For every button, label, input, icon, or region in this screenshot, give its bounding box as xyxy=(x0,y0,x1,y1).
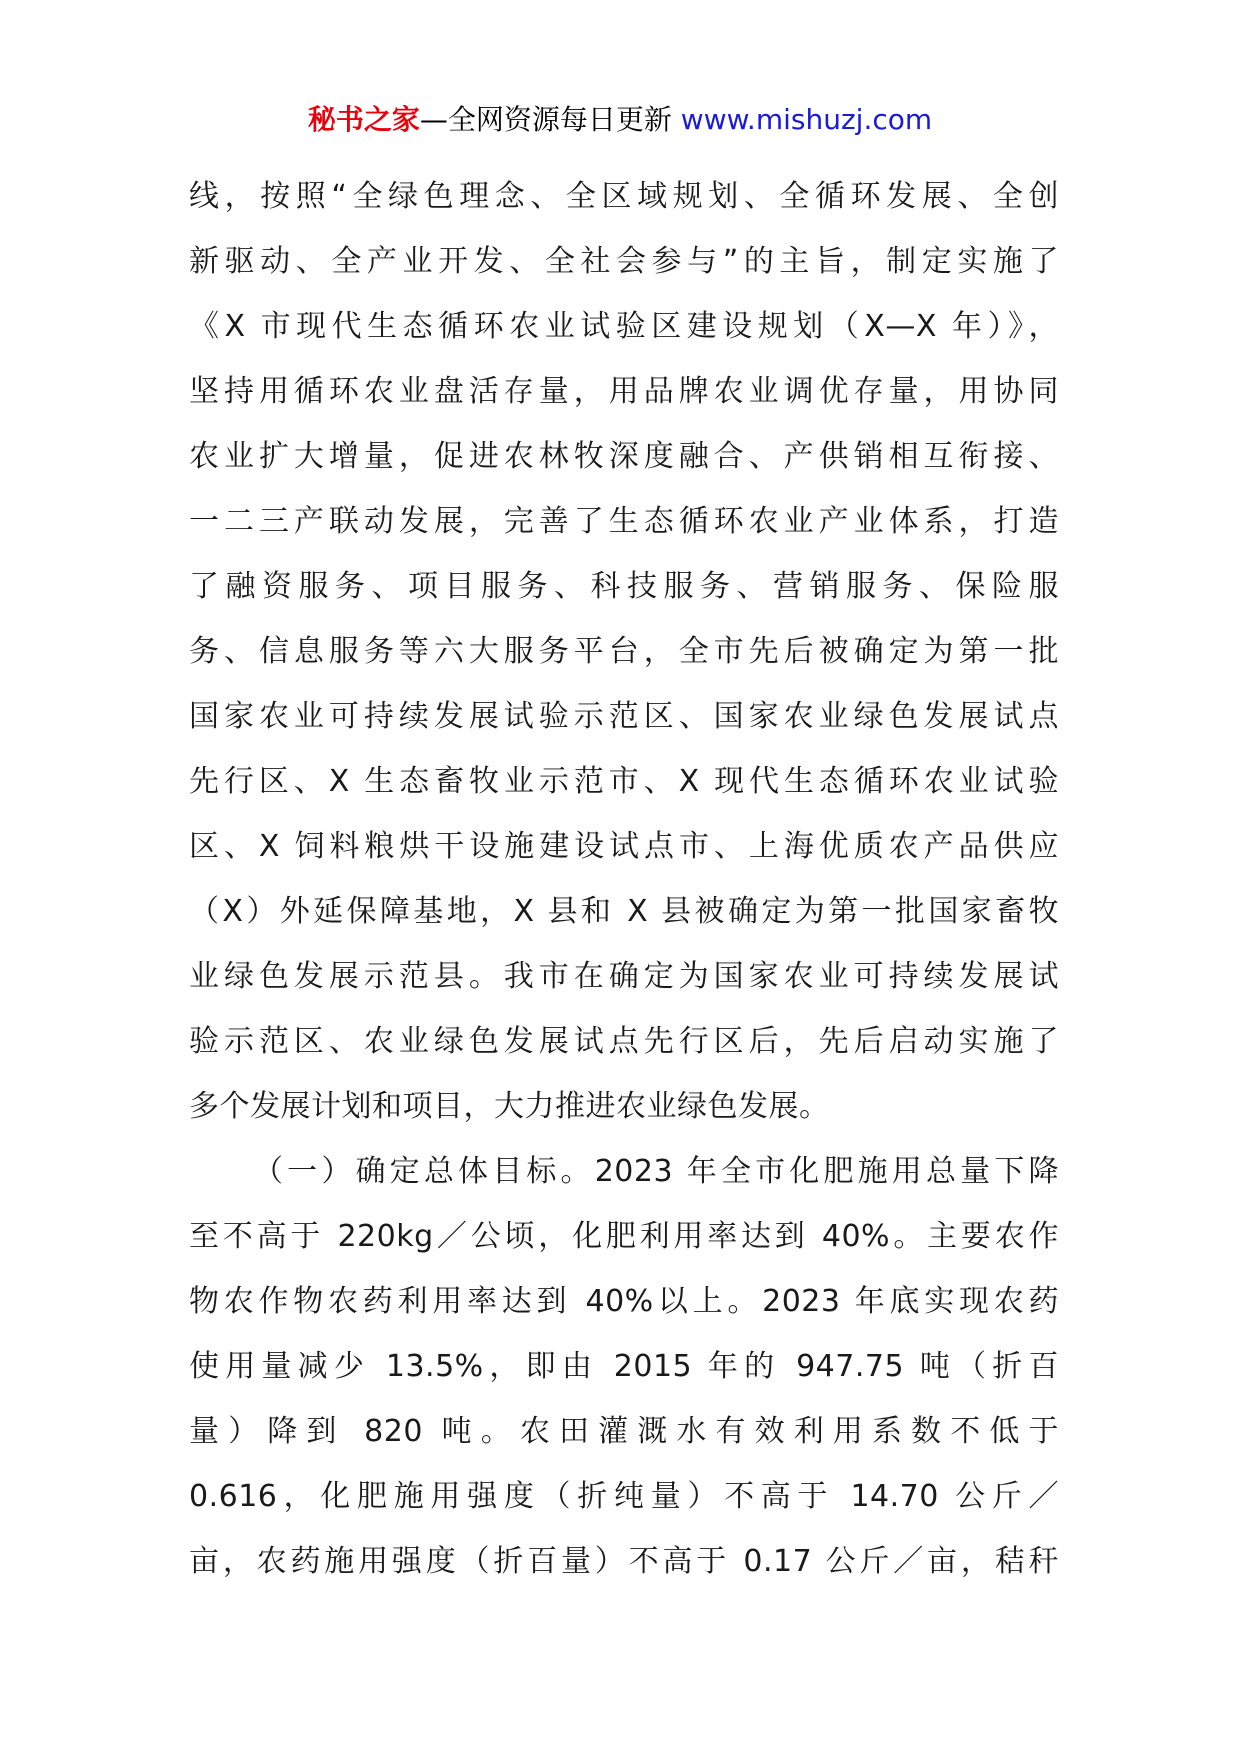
section-heading-line: （一）确定总体目标。2023 年全市化肥施用总量下降 xyxy=(253,1154,1059,1189)
text-line: 国家农业可持续发展试验示范区、国家农业绿色发展试点 xyxy=(189,699,1059,734)
text-line: 量）降到 820 吨。农田灌溉水有效利用系数不低于 xyxy=(189,1414,1059,1449)
text-line: 农业扩大增量，促进农林牧深度融合、产供销相互衔接、 xyxy=(189,439,1059,474)
text-line: 一二三产联动发展，完善了生态循环农业产业体系，打造 xyxy=(189,504,1059,539)
text-line: 务、信息服务等六大服务平台，全市先后被确定为第一批 xyxy=(189,634,1059,669)
text-line: 新驱动、全产业开发、全社会参与”的主旨，制定实施了 xyxy=(189,244,1059,279)
text-line: （X）外延保障基地，X 县和 X 县被确定为第一批国家畜牧 xyxy=(189,894,1059,929)
text-line: 《X 市现代生态循环农业试验区建设规划（X—X 年）》， xyxy=(189,309,1059,344)
text-line: 至不高于 220kg／公顷，化肥利用率达到 40%。主要农作 xyxy=(189,1219,1059,1254)
text-line: 先行区、X 生态畜牧业示范市、X 现代生态循环农业试验 xyxy=(189,764,1059,799)
document-body xyxy=(189,164,1059,1594)
text-line: 业绿色发展示范县。我市在确定为国家农业可持续发展试 xyxy=(189,959,1059,994)
text-line: 坚持用循环农业盘活存量，用品牌农业调优存量，用协同 xyxy=(189,374,1059,409)
text-line: 线，按照“全绿色理念、全区域规划、全循环发展、全创 xyxy=(189,179,1059,214)
text-line: 亩，农药施用强度（折百量）不高于 0.17 公斤／亩，秸秆 xyxy=(189,1544,1059,1579)
text-line: 使用量减少 13.5%，即由 2015 年的 947.75 吨（折百 xyxy=(189,1349,1059,1384)
text-line: 验示范区、农业绿色发展试点先行区后，先后启动实施了 xyxy=(189,1024,1059,1059)
brand-name: 秘书之家 xyxy=(307,103,420,136)
text-line: 物农作物农药利用率达到 40%以上。2023 年底实现农药 xyxy=(189,1284,1059,1319)
text-line: 了融资服务、项目服务、科技服务、营销服务、保险服 xyxy=(189,569,1059,604)
text-line: 区、X 饲料粮烘干设施建设试点市、上海优质农产品供应 xyxy=(189,829,1059,864)
website-link[interactable]: www.mishuzj.com xyxy=(680,103,933,136)
page-header xyxy=(0,100,1240,140)
header-tagline: —全网资源每日更新 xyxy=(419,103,672,136)
text-line: 0.616，化肥施用强度（折纯量）不高于 14.70 公斤／ xyxy=(189,1479,1059,1514)
paragraph-last-line: 多个发展计划和项目，大力推进农业绿色发展。 xyxy=(189,1089,830,1124)
